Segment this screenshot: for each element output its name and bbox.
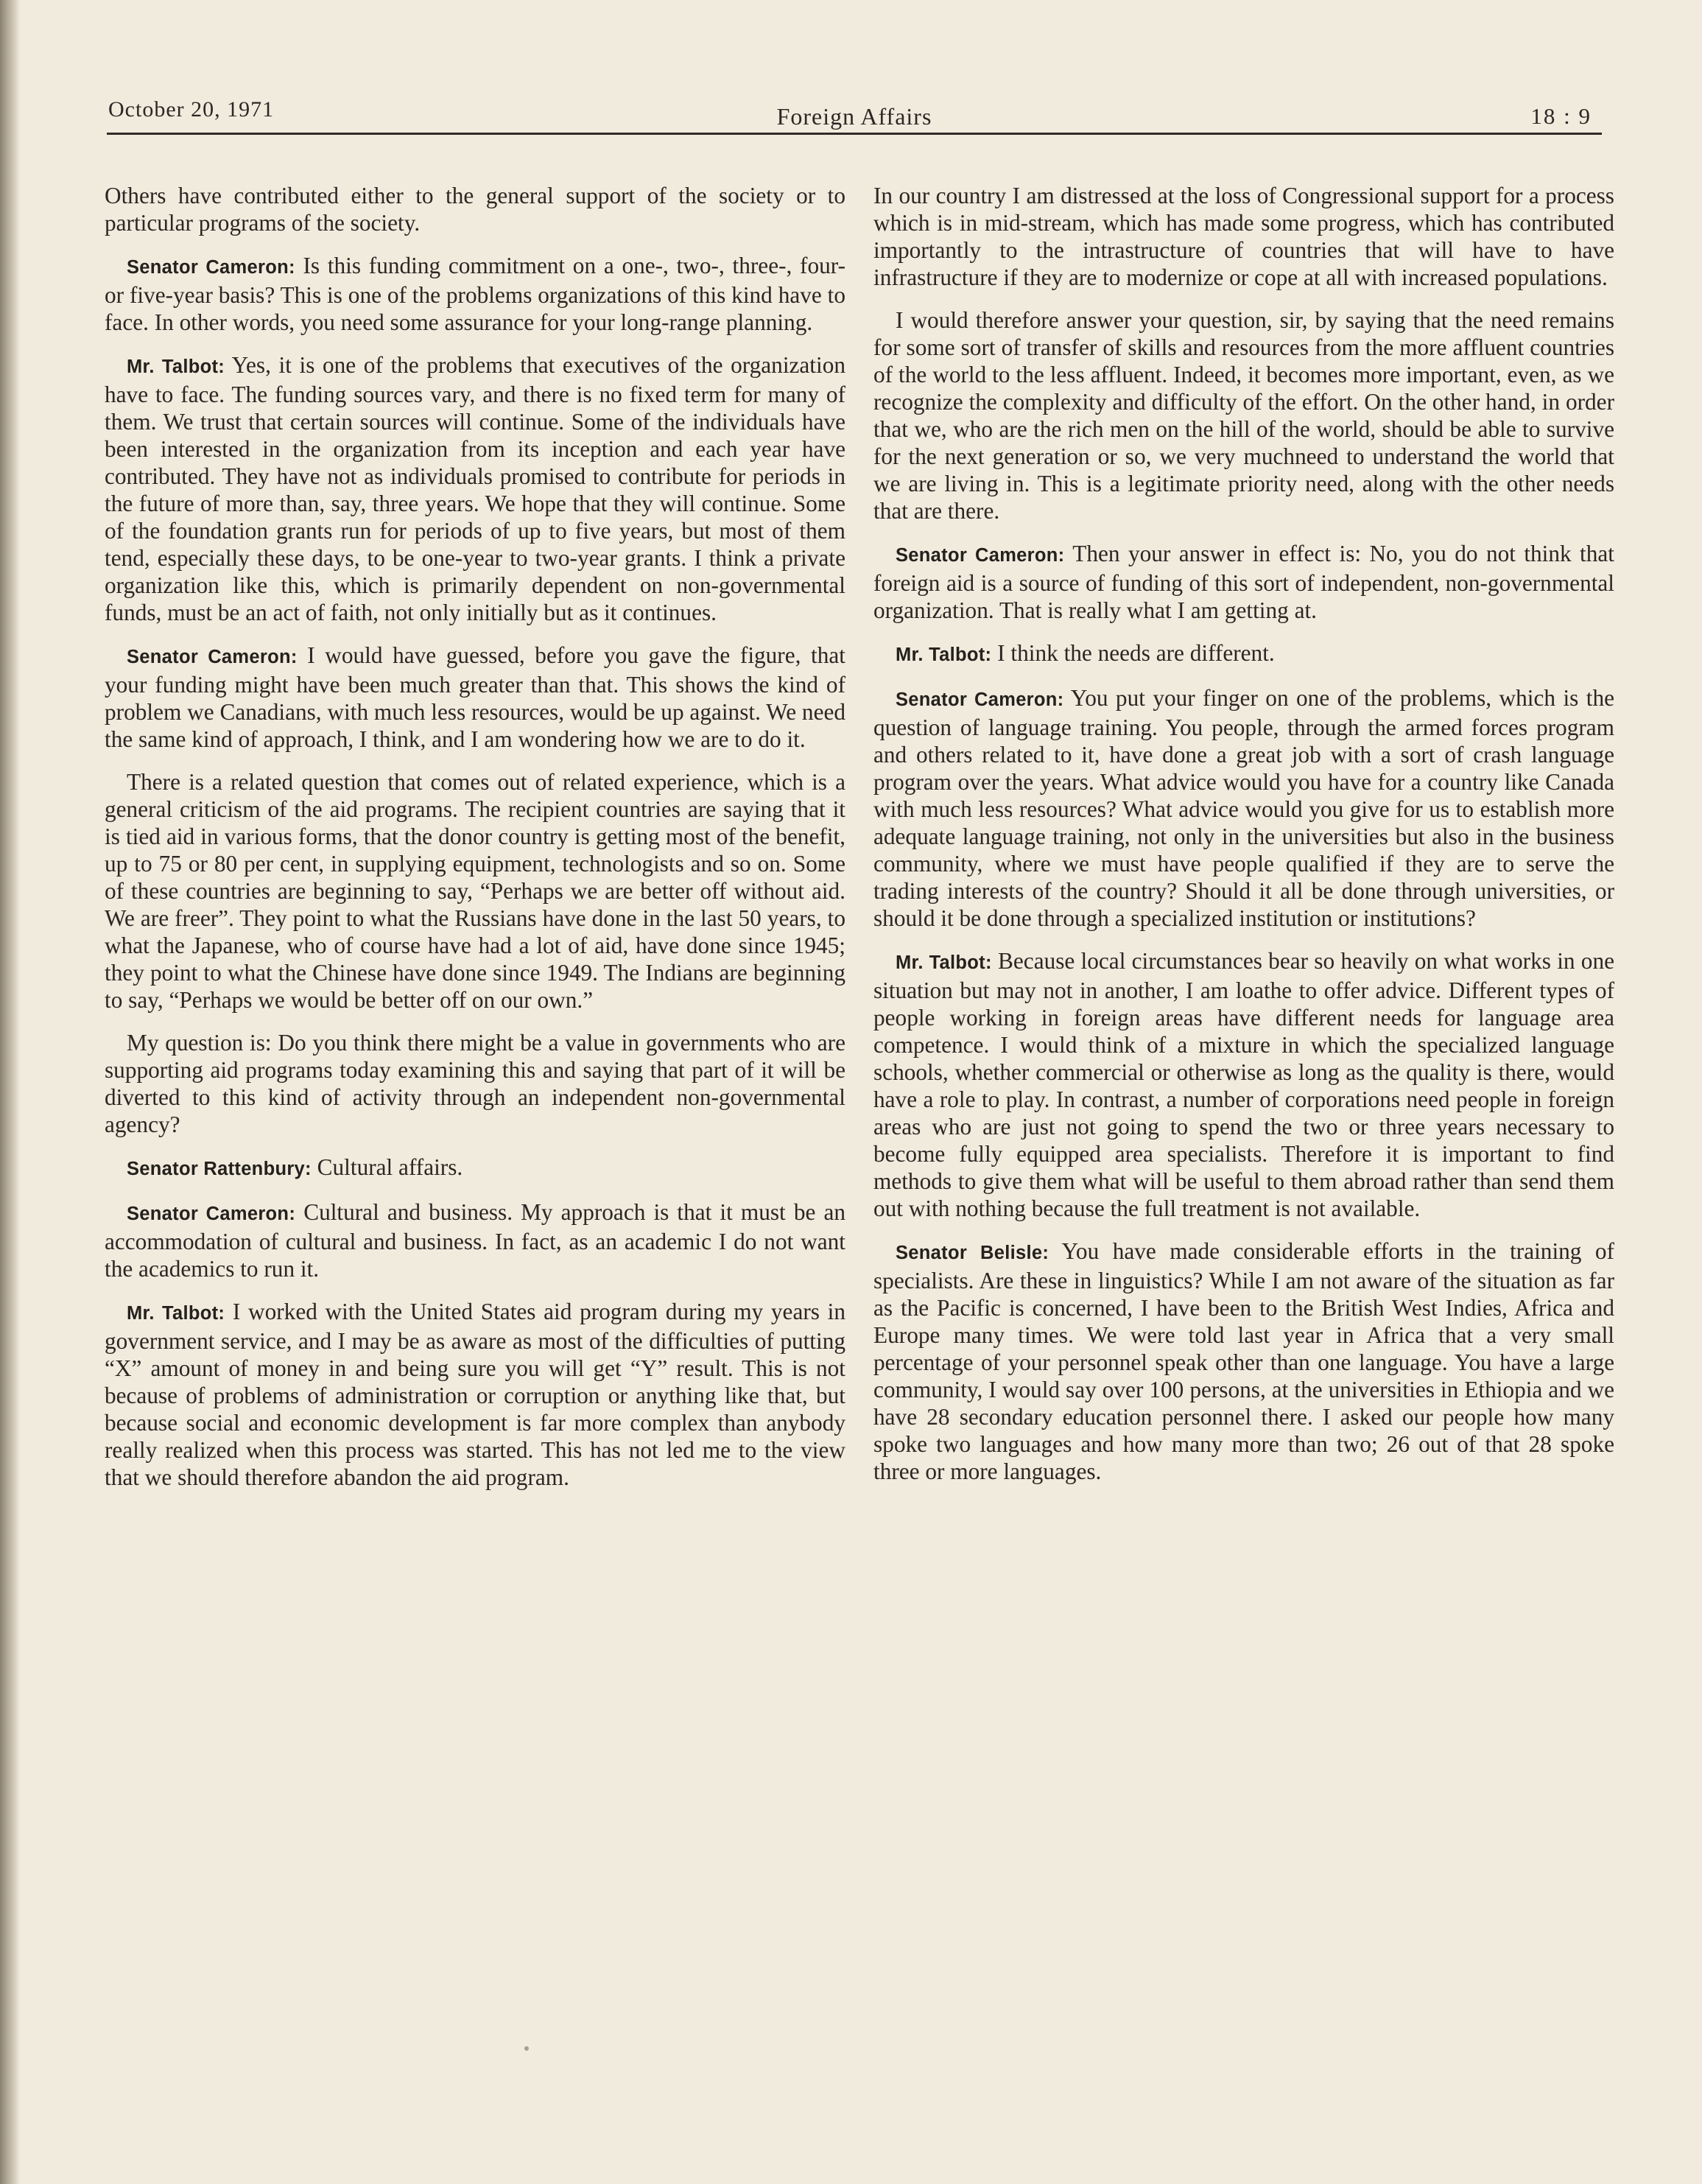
paragraph-text: Cultural and business. My approach is that it must be an accommodation of cultural and business. In fact, as an academic I do not want the academics to run it. (105, 1199, 845, 1282)
paragraph-text: I would have guessed, before you gave the figure, that your funding might have been much greater than that. This shows the kind of problem we Canadians, with much less resources, would be up against. We need the same kind of approach, I think, and I am wondering how we are to do it. (105, 642, 845, 752)
speaker-label: Senator Rattenbury: (127, 1159, 312, 1179)
speaker-label: Mr. Talbot: (896, 645, 992, 665)
paragraph-text: Is this funding commitment on a one-, two-, three-, four- or five-year basis? This is one of the problems organizations of this kind have to face. In other words, you need some assurance for your long-range planning. (105, 253, 845, 335)
header-title: Foreign Affairs (776, 103, 932, 130)
paragraph (105, 1298, 845, 1491)
paragraph-text: There is a related question that comes out of related experience, which is a general criticism of the aid programs. The recipient countries are saying that it is tied aid in various forms, that the donor country is getting most of the benefit, up to 75 or 80 per cent, in supplying equipment, technologists and so on. Some of these countries are beginning to say, “Perhaps we are better off without aid. We are freer”. They point to what the Russians have done in the last 50 years, to what the Japanese, who of course have had a lot of aid, have done since 1945; they point to what the Chinese have done since 1949. The Indians are beginning to say, “Perhaps we would be better off on our own.” (105, 769, 845, 1013)
paragraph-text: My question is: Do you think there might be a value in governments who are supporting aid programs today examining this and saying that part of it will be diverted to this kind of activity through an independent non-governmental agency? (105, 1030, 845, 1137)
running-header (107, 94, 1602, 135)
speaker-label: Senator Cameron: (896, 689, 1064, 710)
paper-speck (524, 2046, 529, 2051)
paragraph-text: You put your finger on one of the problems, which is the question of language training. You people, through the armed forces program and others related to it, have done a great job with a sort of crash language program over the years. What advice would you have for a country like Canada with much less resources? What advice would you give for us to establish more adequate language training, not only in the universities but also in the business community, where we must have people qualified if they are to serve the trading interests of the country? Should it all be done through universities, or should it be done through a specialized institution or institutions? (873, 685, 1614, 931)
paragraph (105, 1029, 845, 1138)
speaker-label: Mr. Talbot: (127, 357, 225, 377)
paragraph-text: Yes, it is one of the problems that executives of the organization have to face. The funding sources vary, and there is no fixed term for many of them. We trust that certain sources will continue. Some of the individuals have been interested in the organization from its inception and each year have contributed. They have not as individuals promised to contribute for periods in the future of more than, say, three years. We hope that they will continue. Some of the foundation grants run for periods of up to five years, but most of them tend, especially these days, to be one-year to two-year grants. I think a private organization like this, which is primarily dependent on non-governmental funds, must be an act of faith, not only initially but as it continues. (105, 352, 845, 625)
paragraph-text: In our country I am distressed at the loss of Congressional support for a process which is in mid-stream, which has made some progress, which has contributed importantly to the intrastructure of countries that will have to have infrastructure if they are to modernize or cope at all with increased populations. (873, 183, 1614, 290)
paragraph (873, 684, 1614, 932)
paragraph-text: Because local circumstances bear so heavily on what works in one situation but may not in another, I am loathe to offer advice. Different types of people working in foreign areas have different needs for language area competence. I would think of a mixture in which the specialized language schools, whether commercial or otherwise as long as the quality is there, would have a role to play. In contrast, a number of corporations need people in foreign areas who are just not going to spend the two or three years necessary to become fully equipped area specialists. Therefore it is important to find methods to give them what will be useful to them abroad rather than send them out with nothing because the full treatment is not available. (873, 948, 1614, 1221)
paragraph (873, 306, 1614, 524)
paragraph (873, 639, 1614, 669)
paragraph (105, 351, 845, 626)
paragraph-text: I worked with the United States aid program during my years in government service, and I may be as aware as most of the difficulties of putting “X” amount of money in and being sure you will get “Y” result. This is not because of problems of administration or corruption or anything like that, but because social and economic development is far more complex than anybody really realized when this process was started. This has not led me to the view that we should therefore abandon the aid program. (105, 1299, 845, 1490)
paragraph (105, 768, 845, 1014)
paragraph-text: Then your answer in effect is: No, you do not think that foreign aid is a source of funding of this sort of independent, non-governmental organization. That is really what I am getting at. (873, 541, 1614, 623)
paragraph (105, 642, 845, 753)
page-binding-shadow (0, 0, 19, 2184)
paragraph (873, 540, 1614, 624)
paragraph (873, 947, 1614, 1222)
speaker-label: Mr. Talbot: (896, 952, 992, 973)
paragraph (105, 182, 845, 236)
speaker-label: Senator Cameron: (127, 647, 298, 667)
paragraph-text: You have made considerable efforts in the training of specialists. Are these in linguistics? While I am not aware of the situation as far as the Pacific is concerned, I have been to the British West Indies, Africa and Europe many times. We were told last year in Africa that a very small percentage of your personnel speak other than one language. You have a large community, I would say over 100 persons, at the universities in Ethiopia and we have 28 secondary education personnel there. I asked our people how many spoke two languages and how many more than two; 26 out of that 28 spoke three or more languages. (873, 1238, 1614, 1484)
paragraph (105, 1154, 845, 1183)
paragraph-text: Cultural affairs. (317, 1154, 463, 1180)
paragraph-text: Others have contributed either to the general support of the society or to particular programs of the society. (105, 183, 845, 236)
speaker-label: Senator Cameron: (127, 257, 295, 278)
paragraph-text: I think the needs are different. (997, 640, 1275, 666)
speaker-label: Mr. Talbot: (127, 1303, 225, 1324)
paragraph (873, 1237, 1614, 1485)
speaker-label: Senator Cameron: (896, 545, 1065, 566)
header-page-number: 18 : 9 (1530, 103, 1592, 129)
speaker-label: Senator Belisle: (896, 1243, 1049, 1263)
header-date: October 20, 1971 (108, 97, 275, 122)
speaker-label: Senator Cameron: (127, 1204, 296, 1224)
right-column (873, 182, 1614, 1500)
paragraph (105, 252, 845, 336)
left-column (105, 182, 845, 1506)
paragraph-text: I would therefore answer your question, sir, by saying that the need remains for some sort of transfer of skills and resources from the more affluent countries of the world to the less affluent. Indeed, it becomes more important, even, as we recognize the complexity and difficulty of the effort. On the other hand, in order that we, who are the rich men on the hill of the world, should be able to survive for the next generation or so, we very muchneed to understand the world that we are living in. This is a legitimate priority need, along with the other needs that are there. (873, 307, 1614, 524)
paragraph (105, 1198, 845, 1282)
paragraph (873, 182, 1614, 291)
